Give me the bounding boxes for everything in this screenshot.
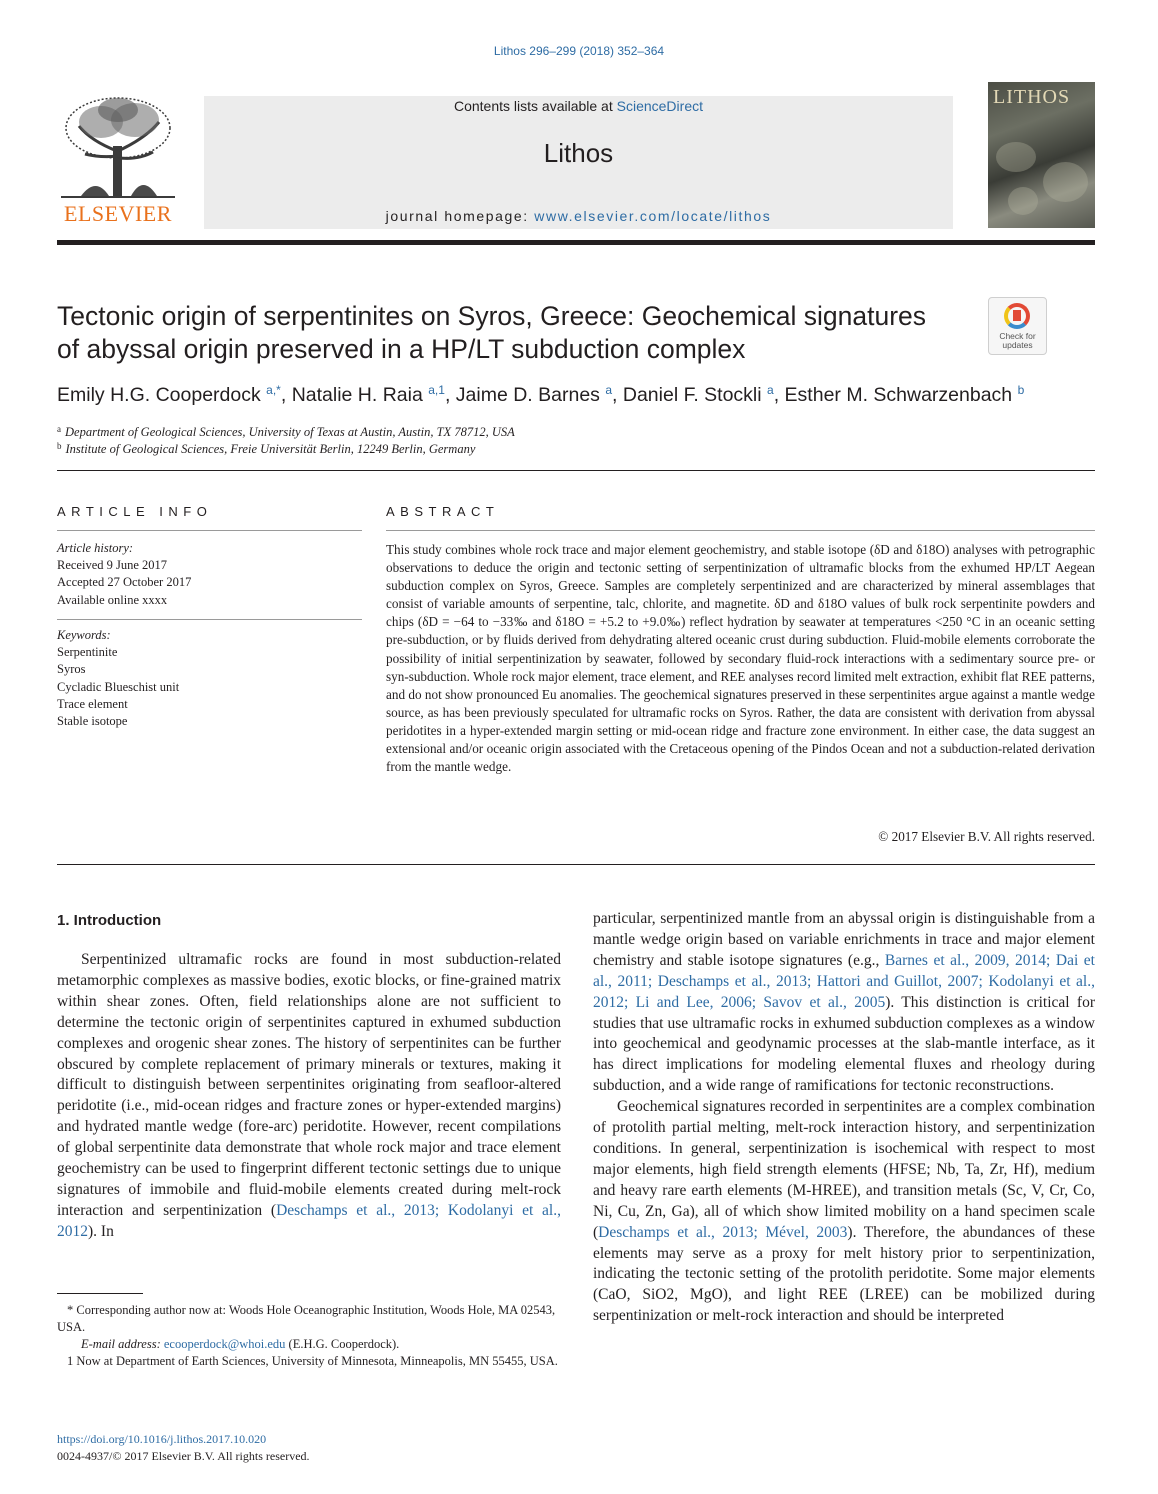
abstract-rule xyxy=(386,530,1095,531)
article-history xyxy=(57,540,191,609)
keyword: Syros xyxy=(57,662,86,677)
elsevier-wordmark: ELSEVIER xyxy=(64,201,172,226)
abstract-text: This study combines whole rock trace and major element geochemistry, and stable isotope (δD and δ18O) analyses with petrographic observations to deduce the origin and tectonic setting of serpentinization of ultramafic blocks from the exhumed HP/LT Aegean subduction complex on Syros, Greece. Samples are completely serpentinized and are characterized by mineral assemblages that consist of variable amounts of serpentine, talc, chlorite, and magnetite. δD and δ18O values of bulk rock serpentinite powders and chips (δD = −64 to −33‰ and δ18O = +5.2 to +9.0‰) reflect hydration by seawater at temperatures <250 °C in an oceanic setting pre-subduction, or by fluids derived from dehydrating altered oceanic crust during subduction. Fluid-mobile elements corroborate the possibility of initial serpentinization by seawater, followed by secondary fluid-rock interactions with a sedimentary source pre- or syn-subduction. Whole rock major element, trace element, and REE analyses record limited melt extraction, exhibit flat REE patterns, and do not show pronounced Eu anomalies. The geochemical signatures preserved in these serpentinites argue against a mantle wedge source, as has been previously speculated for ultramafic rocks on Syros. Rather, the data are consistent with derivation from abyssal peridotites in a hyper-extended margin setting or mid-ocean ridge and fracture zone environment. In either case, the data suggest an extensional and/or oceanic origin associated with the Cretaceous opening of the Pindos Ocean and not a subduction-related derivation from the mantle wedge. xyxy=(386,542,1095,775)
author-affiliation-ref[interactable]: a,* xyxy=(266,383,281,397)
citation-link[interactable]: Deschamps et al., 2013; Mével, 2003 xyxy=(598,1223,848,1241)
email-link[interactable]: ecooperdock@whoi.edu xyxy=(163,1337,286,1351)
history-online: Available online xxxx xyxy=(57,592,168,607)
article-title xyxy=(57,300,957,366)
header-rule xyxy=(57,240,1095,245)
abstract-body xyxy=(386,541,1095,776)
history-received: Received 9 June 2017 xyxy=(57,558,168,573)
paragraph: Geochemical signatures recorded in serpentinites are a complex combination of protolith partial melting, melt-rock interaction history, and serpentinization conditions. In general, serpentinization is isochemical with respect to most major elements, high field strength elements (HFSE; Nb, Ta, Zr, Hf), medium and heavy rare earth elements (M-HREE), and transition metals (Sc, V, Cr, Co, Ni, Cu, Zn, Ga), all of which show limited mobility on a hand specimen scale (Deschamps et al., 2013; Mével, 2003). Therefore, the abundances of these elements may serve as a proxy for melt history prior to serpentinization, indicating the tectonic setting of the protolith peridotite. Some major elements (CaO, SiO2, MgO), and light REE (LREE) can be mobilized during serpentinization or melt-rock interaction and should be interpreted xyxy=(593,1098,1095,1325)
footnote-email: E-mail address: ecooperdock@whoi.edu (E.H.G. Cooperdock). xyxy=(81,1337,400,1351)
keywords xyxy=(57,627,179,730)
author-name[interactable]: Esther M. Schwarzenbach xyxy=(784,384,1013,406)
doi-block xyxy=(57,1431,310,1465)
author-name[interactable]: Emily H.G. Cooperdock xyxy=(57,384,261,406)
abstract-copyright: © 2017 Elsevier B.V. All rights reserved. xyxy=(878,829,1095,844)
keyword: Serpentinite xyxy=(57,645,118,660)
homepage-link[interactable]: www.elsevier.com/locate/lithos xyxy=(534,208,772,224)
history-accepted: Accepted 27 October 2017 xyxy=(57,575,192,590)
contents-line xyxy=(204,98,953,114)
journal-name: Lithos xyxy=(543,138,614,168)
author-affiliation-ref[interactable]: b xyxy=(1017,383,1025,397)
author-affiliation-ref[interactable]: a xyxy=(605,383,613,397)
elsevier-tree-icon xyxy=(61,96,175,201)
author-name[interactable]: Natalie H. Raia xyxy=(291,384,423,406)
author-affiliation-ref[interactable]: a xyxy=(767,383,774,397)
homepage-line xyxy=(204,208,953,224)
affiliation-b: $^b$ Institute of Geological Sciences, Freie Universität Berlin, 12249 Berlin, Germany xyxy=(57,441,476,456)
issn-line: 0024-4937/© 2017 Elsevier B.V. All rights reserved. xyxy=(57,1449,310,1463)
keywords-label: Keywords: xyxy=(57,628,111,642)
footnote-1: 1 Now at Department of Earth Sciences, University of Minnesota, Minneapolis, MN 55455, USA. xyxy=(67,1354,558,1368)
section-divider xyxy=(57,864,1095,865)
keyword: Trace element xyxy=(57,696,128,711)
footnote-corresponding: * Corresponding author now at: Woods Hole Oceanographic Institution, Woods Hole, MA 02543, USA. xyxy=(57,1303,556,1334)
author-name[interactable]: Jaime D. Barnes xyxy=(455,384,600,406)
paragraph: Serpentinized ultramafic rocks are found in most subduction-related metamorphic complexes as massive bodies, exotic blocks, or fine-grained matrix within shear zones. Often, field relationships alone are not sufficient to determine the tectonic origin of serpentinites captured in exhumed subduction complexes and orogenic shear zones. The history of serpentinites can be further obscured by complete replacement of primary minerals or textures, making it difficult to distinguish between serpentinites originating from seafloor-altered peridotite (i.e., mid-ocean ridges and fracture zones or hyper-extended margins) and hydrated mantle wedge (fore-arc) peridotite. However, recent compilations of global serpentinite data demonstrate that whole rock major and trace element geochemistry can be used to fingerprint different tectonic settings due to unique signatures of immobile and fluid-mobile elements created during melt-rock interaction and serpentinization (Deschamps et al., 2013; Kodolanyi et al., 2012). In xyxy=(57,951,561,1240)
section-heading-introduction: 1. Introduction xyxy=(57,912,162,929)
contents-prefix: Contents lists available at xyxy=(453,98,617,114)
doi-link[interactable]: https://doi.org/10.1016/j.lithos.2017.10.020 xyxy=(57,1432,267,1446)
journal-cover-image[interactable] xyxy=(988,82,1095,228)
author-affiliation-ref[interactable]: a,1 xyxy=(428,383,445,397)
cover-title: LITHOS xyxy=(993,86,1071,108)
author-list: Emily H.G. Cooperdock $^{a,*}$, Natalie H. Raia $^{a,1}$, Jaime D. Barnes $^a$, Daniel F. Stockli $^a$, Esther M. Schwarzenbach $^b$ xyxy=(57,383,1025,406)
section-divider xyxy=(57,470,1095,471)
masthead xyxy=(57,86,1095,236)
keyword: Cycladic Blueschist unit xyxy=(57,679,180,694)
keyword: Stable isotope xyxy=(57,714,128,729)
abstract-heading: ABSTRACT xyxy=(386,504,500,519)
affiliation-a: $^a$ Department of Geological Sciences, University of Texas at Austin, Austin, TX 78712, USA xyxy=(57,424,515,439)
homepage-prefix: journal homepage: xyxy=(385,208,535,224)
info-rule xyxy=(57,619,362,620)
sciencedirect-link[interactable]: ScienceDirect xyxy=(616,98,703,114)
body-column-left xyxy=(57,950,561,1243)
bookmark-icon xyxy=(1013,310,1021,321)
paragraph: particular, serpentinized mantle from an abyssal origin is distinguishable from a mantle wedge origin based on variable enrichments in trace and major element chemistry and stable isotope signatures (e.g., Barnes et al., 2009, 2014; Dai et al., 2011; Deschamps et al., 2013; Hattori and Guillot, 2007; Kodolanyi et al., 2012; Li and Lee, 2006; Savov et al., 2005). This distinction is critical for studies that use ultramafic rocks in exhumed subduction complexes as a window into geochemical and geodynamic processes at the slab-mantle interface, as it has direct implications for modeling elemental fluxes and rheology during subduction, and a wide range of ramifications for tectonic reconstructions. xyxy=(593,910,1095,1095)
citation-link[interactable]: Deschamps et al., 2013; Kodolanyi et al., 2012 xyxy=(57,1201,561,1240)
title-line-2: of abyssal origin preserved in a HP/LT subduction complex xyxy=(57,334,746,364)
info-rule xyxy=(57,530,362,531)
history-label: Article history: xyxy=(57,541,134,555)
footnotes xyxy=(57,1302,561,1370)
footnote-rule xyxy=(57,1293,143,1294)
body-column-right xyxy=(593,909,1095,1327)
article-info-heading: ARTICLE INFO xyxy=(57,504,213,519)
author-name[interactable]: Daniel F. Stockli xyxy=(622,384,762,406)
check-for-updates-button[interactable] xyxy=(988,297,1047,355)
journal-reference-link[interactable]: Lithos 296–299 (2018) 352–364 xyxy=(493,44,665,58)
citation-link[interactable]: Barnes et al., 2009, 2014; Dai et al., 2011; Deschamps et al., 2013; Hattori and Guillot, 2007; Kodolanyi et al., 2012; Li and Lee, 2006; Savov et al., 2005 xyxy=(593,951,1095,1011)
elsevier-logo[interactable] xyxy=(57,96,179,231)
title-line-1: Tectonic origin of serpentinites on Syros, Greece: Geochemical signatures xyxy=(57,301,927,331)
check-updates-label: Check for updates xyxy=(999,331,1036,350)
journal-banner xyxy=(204,96,953,229)
